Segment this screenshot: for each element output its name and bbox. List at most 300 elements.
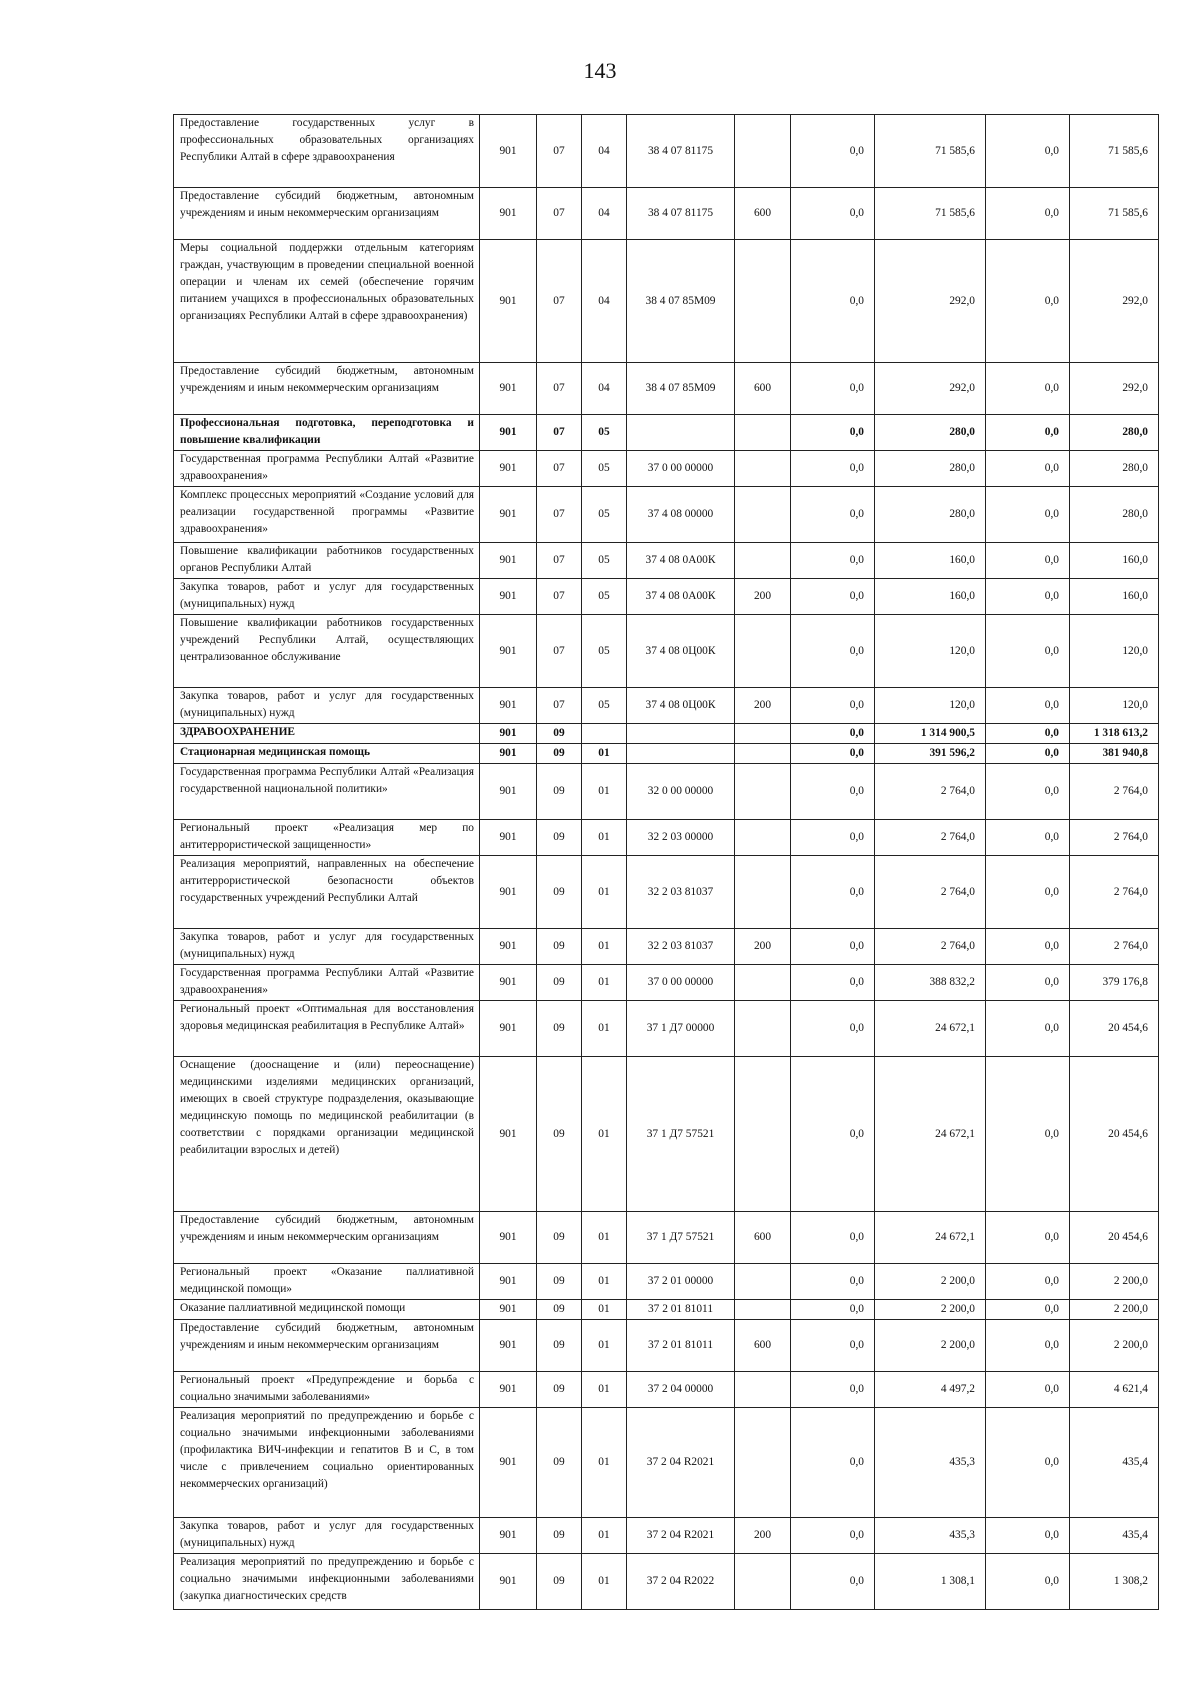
row-grbs-code: 901 (480, 451, 537, 487)
row-value-3: 0,0 (986, 363, 1070, 415)
row-target-article: 32 2 03 00000 (627, 820, 735, 856)
row-grbs-code: 901 (480, 688, 537, 724)
row-value-3: 0,0 (986, 1408, 1070, 1518)
row-value-3: 0,0 (986, 415, 1070, 451)
row-description: Меры социальной поддержки отдельным категориям граждан, участвующим в проведении специальной военной операции и членам их семей (обеспечение горячим питанием учащихся в профессиональных образовательных организациях Республики Алтай в сфере здравоохранения) (174, 240, 480, 363)
row-subsection-code: 01 (582, 965, 627, 1001)
row-description: Региональный проект «Оказание паллиативной медицинской помощи» (174, 1264, 480, 1300)
row-expense-type (735, 415, 791, 451)
row-value-3: 0,0 (986, 1320, 1070, 1372)
row-value-2: 120,0 (875, 615, 986, 688)
row-target-article (627, 724, 735, 744)
row-value-4: 280,0 (1070, 415, 1159, 451)
row-value-1: 0,0 (791, 1554, 875, 1610)
row-value-1: 0,0 (791, 363, 875, 415)
row-target-article: 38 4 07 85М09 (627, 363, 735, 415)
row-subsection-code: 05 (582, 451, 627, 487)
row-subsection-code: 04 (582, 363, 627, 415)
row-section-code: 09 (537, 1001, 582, 1057)
row-grbs-code: 901 (480, 965, 537, 1001)
row-expense-type (735, 724, 791, 744)
row-description: Государственная программа Республики Алтай «Развитие здравоохранения» (174, 965, 480, 1001)
row-grbs-code: 901 (480, 1300, 537, 1320)
row-value-1: 0,0 (791, 1001, 875, 1057)
row-value-3: 0,0 (986, 543, 1070, 579)
row-value-3: 0,0 (986, 615, 1070, 688)
row-expense-type: 600 (735, 1320, 791, 1372)
table-row (174, 1554, 1159, 1610)
row-value-3: 0,0 (986, 240, 1070, 363)
row-expense-type (735, 615, 791, 688)
table-row (174, 487, 1159, 543)
row-description: Региональный проект «Реализация мер по антитеррористической защищенности» (174, 820, 480, 856)
row-expense-type (735, 115, 791, 188)
row-value-1: 0,0 (791, 615, 875, 688)
row-grbs-code: 901 (480, 415, 537, 451)
row-section-code: 09 (537, 1300, 582, 1320)
row-description: Повышение квалификации работников государственных органов Республики Алтай (174, 543, 480, 579)
row-description: Реализация мероприятий по предупреждению и борьбе с социально значимыми инфекционными заболеваниями (профилактика ВИЧ-инфекции и гепатитов B и C, в том числе с привлечением социально ориентированных некоммерческих организаций) (174, 1408, 480, 1518)
row-grbs-code: 901 (480, 1320, 537, 1372)
row-description: Стационарная медицинская помощь (174, 744, 480, 764)
row-section-code: 07 (537, 688, 582, 724)
row-value-3: 0,0 (986, 965, 1070, 1001)
table-row (174, 1057, 1159, 1212)
row-subsection-code (582, 724, 627, 744)
row-value-2: 2 764,0 (875, 929, 986, 965)
row-grbs-code: 901 (480, 115, 537, 188)
row-grbs-code: 901 (480, 363, 537, 415)
row-expense-type: 200 (735, 1518, 791, 1554)
row-description: Предоставление субсидий бюджетным, автономным учреждениям и иным некоммерческим организациям (174, 188, 480, 240)
row-value-2: 292,0 (875, 363, 986, 415)
row-description: Оказание паллиативной медицинской помощи (174, 1300, 480, 1320)
row-section-code: 07 (537, 487, 582, 543)
row-value-3: 0,0 (986, 1001, 1070, 1057)
row-grbs-code: 901 (480, 929, 537, 965)
row-subsection-code: 01 (582, 1408, 627, 1518)
row-value-4: 160,0 (1070, 543, 1159, 579)
row-grbs-code: 901 (480, 744, 537, 764)
page-number: 143 (583, 58, 617, 83)
row-target-article: 37 1 Д7 57521 (627, 1057, 735, 1212)
row-value-2: 2 200,0 (875, 1300, 986, 1320)
row-value-2: 4 497,2 (875, 1372, 986, 1408)
row-grbs-code: 901 (480, 1057, 537, 1212)
row-section-code: 09 (537, 1320, 582, 1372)
row-value-4: 20 454,6 (1070, 1057, 1159, 1212)
table-row (174, 929, 1159, 965)
row-subsection-code: 01 (582, 744, 627, 764)
row-value-4: 71 585,6 (1070, 188, 1159, 240)
row-target-article: 37 2 01 00000 (627, 1264, 735, 1300)
row-expense-type (735, 820, 791, 856)
row-value-2: 24 672,1 (875, 1001, 986, 1057)
row-value-4: 435,4 (1070, 1518, 1159, 1554)
row-grbs-code: 901 (480, 1001, 537, 1057)
row-subsection-code: 05 (582, 487, 627, 543)
row-value-2: 2 200,0 (875, 1320, 986, 1372)
row-value-2: 391 596,2 (875, 744, 986, 764)
row-value-3: 0,0 (986, 688, 1070, 724)
row-subsection-code: 01 (582, 1320, 627, 1372)
row-section-code: 09 (537, 1372, 582, 1408)
row-value-1: 0,0 (791, 1264, 875, 1300)
row-expense-type (735, 240, 791, 363)
row-value-2: 120,0 (875, 688, 986, 724)
row-grbs-code: 901 (480, 579, 537, 615)
row-description: Закупка товаров, работ и услуг для государственных (муниципальных) нужд (174, 929, 480, 965)
row-value-2: 160,0 (875, 543, 986, 579)
row-value-1: 0,0 (791, 1372, 875, 1408)
row-target-article: 37 2 04 R2021 (627, 1518, 735, 1554)
row-value-4: 292,0 (1070, 363, 1159, 415)
row-value-1: 0,0 (791, 929, 875, 965)
row-value-2: 71 585,6 (875, 115, 986, 188)
row-description: Региональный проект «Оптимальная для восстановления здоровья медицинская реабилитация в Республике Алтай» (174, 1001, 480, 1057)
table-row (174, 615, 1159, 688)
row-value-3: 0,0 (986, 724, 1070, 744)
row-section-code: 09 (537, 929, 582, 965)
row-expense-type (735, 543, 791, 579)
row-subsection-code: 05 (582, 615, 627, 688)
row-value-4: 280,0 (1070, 451, 1159, 487)
table-row (174, 188, 1159, 240)
row-value-1: 0,0 (791, 1212, 875, 1264)
row-value-3: 0,0 (986, 487, 1070, 543)
row-expense-type: 200 (735, 929, 791, 965)
row-expense-type: 600 (735, 363, 791, 415)
row-grbs-code: 901 (480, 188, 537, 240)
row-value-4: 4 621,4 (1070, 1372, 1159, 1408)
row-expense-type (735, 451, 791, 487)
row-value-4: 280,0 (1070, 487, 1159, 543)
row-value-3: 0,0 (986, 188, 1070, 240)
row-value-1: 0,0 (791, 1408, 875, 1518)
row-value-4: 120,0 (1070, 615, 1159, 688)
row-value-1: 0,0 (791, 764, 875, 820)
row-value-4: 2 200,0 (1070, 1264, 1159, 1300)
row-description: Предоставление государственных услуг в профессиональных образовательных организациях Республики Алтай в сфере здравоохранения (174, 115, 480, 188)
row-subsection-code: 01 (582, 1212, 627, 1264)
row-section-code: 09 (537, 1518, 582, 1554)
row-value-1: 0,0 (791, 820, 875, 856)
row-description: Предоставление субсидий бюджетным, автономным учреждениям и иным некоммерческим организациям (174, 363, 480, 415)
table-row (174, 415, 1159, 451)
row-subsection-code: 01 (582, 1554, 627, 1610)
row-expense-type (735, 764, 791, 820)
row-value-4: 2 764,0 (1070, 764, 1159, 820)
row-section-code: 09 (537, 1554, 582, 1610)
table-row (174, 1518, 1159, 1554)
table-row (174, 240, 1159, 363)
row-expense-type (735, 1057, 791, 1212)
row-section-code: 07 (537, 415, 582, 451)
row-value-2: 2 200,0 (875, 1264, 986, 1300)
row-value-2: 280,0 (875, 415, 986, 451)
row-target-article: 32 0 00 00000 (627, 764, 735, 820)
row-section-code: 09 (537, 764, 582, 820)
row-value-3: 0,0 (986, 579, 1070, 615)
row-value-2: 1 314 900,5 (875, 724, 986, 744)
row-value-3: 0,0 (986, 1518, 1070, 1554)
row-section-code: 09 (537, 744, 582, 764)
row-value-3: 0,0 (986, 929, 1070, 965)
row-value-2: 280,0 (875, 451, 986, 487)
row-value-4: 20 454,6 (1070, 1001, 1159, 1057)
row-description: Государственная программа Республики Алтай «Реализация государственной национальной политики» (174, 764, 480, 820)
row-value-4: 2 200,0 (1070, 1320, 1159, 1372)
row-value-3: 0,0 (986, 856, 1070, 929)
row-section-code: 09 (537, 1057, 582, 1212)
table-row (174, 1300, 1159, 1320)
table-row (174, 1408, 1159, 1518)
row-target-article: 37 2 01 81011 (627, 1300, 735, 1320)
row-target-article: 37 1 Д7 57521 (627, 1212, 735, 1264)
row-value-1: 0,0 (791, 487, 875, 543)
row-target-article (627, 744, 735, 764)
row-subsection-code: 01 (582, 1300, 627, 1320)
row-value-1: 0,0 (791, 724, 875, 744)
row-grbs-code: 901 (480, 1554, 537, 1610)
row-value-1: 0,0 (791, 240, 875, 363)
table-row (174, 764, 1159, 820)
row-description: Реализация мероприятий, направленных на обеспечение антитеррористической безопасности объектов государственных учреждений Республики Алтай (174, 856, 480, 929)
row-target-article: 37 4 08 00000 (627, 487, 735, 543)
row-value-2: 24 672,1 (875, 1057, 986, 1212)
row-subsection-code: 05 (582, 579, 627, 615)
row-target-article: 37 1 Д7 00000 (627, 1001, 735, 1057)
row-target-article: 37 2 04 R2021 (627, 1408, 735, 1518)
row-grbs-code: 901 (480, 856, 537, 929)
row-value-2: 292,0 (875, 240, 986, 363)
row-expense-type: 200 (735, 579, 791, 615)
row-value-3: 0,0 (986, 820, 1070, 856)
row-description: Государственная программа Республики Алтай «Развитие здравоохранения» (174, 451, 480, 487)
row-value-1: 0,0 (791, 965, 875, 1001)
row-grbs-code: 901 (480, 764, 537, 820)
row-section-code: 09 (537, 820, 582, 856)
row-value-2: 435,3 (875, 1408, 986, 1518)
row-grbs-code: 901 (480, 1372, 537, 1408)
row-expense-type (735, 744, 791, 764)
row-value-4: 379 176,8 (1070, 965, 1159, 1001)
table-row (174, 724, 1159, 744)
row-expense-type (735, 487, 791, 543)
row-target-article: 37 2 04 00000 (627, 1372, 735, 1408)
row-target-article: 37 4 08 0Ц00К (627, 615, 735, 688)
row-value-4: 1 308,2 (1070, 1554, 1159, 1610)
row-grbs-code: 901 (480, 1212, 537, 1264)
row-target-article: 32 2 03 81037 (627, 929, 735, 965)
row-section-code: 09 (537, 1212, 582, 1264)
row-subsection-code: 01 (582, 1057, 627, 1212)
row-subsection-code: 01 (582, 1372, 627, 1408)
row-grbs-code: 901 (480, 543, 537, 579)
row-description: Предоставление субсидий бюджетным, автономным учреждениям и иным некоммерческим организациям (174, 1212, 480, 1264)
table-row (174, 1001, 1159, 1057)
row-target-article: 37 2 01 81011 (627, 1320, 735, 1372)
row-target-article: 38 4 07 85М09 (627, 240, 735, 363)
row-target-article: 37 4 08 0А00К (627, 579, 735, 615)
row-value-3: 0,0 (986, 1300, 1070, 1320)
row-expense-type (735, 1300, 791, 1320)
row-description: Повышение квалификации работников государственных учреждений Республики Алтай, осуществляющих централизованное обслуживание (174, 615, 480, 688)
table-row (174, 965, 1159, 1001)
row-grbs-code: 901 (480, 615, 537, 688)
table-row (174, 579, 1159, 615)
row-value-4: 2 764,0 (1070, 929, 1159, 965)
row-value-2: 280,0 (875, 487, 986, 543)
row-subsection-code: 04 (582, 115, 627, 188)
row-subsection-code: 04 (582, 188, 627, 240)
row-expense-type (735, 1554, 791, 1610)
row-value-2: 2 764,0 (875, 856, 986, 929)
row-subsection-code: 01 (582, 1518, 627, 1554)
row-target-article: 37 4 08 0Ц00К (627, 688, 735, 724)
row-value-1: 0,0 (791, 1300, 875, 1320)
table-row (174, 1264, 1159, 1300)
row-section-code: 07 (537, 579, 582, 615)
row-section-code: 09 (537, 1408, 582, 1518)
row-value-2: 1 308,1 (875, 1554, 986, 1610)
row-value-1: 0,0 (791, 1320, 875, 1372)
row-target-article: 37 2 04 R2022 (627, 1554, 735, 1610)
row-description: Профессиональная подготовка, переподготовка и повышение квалификации (174, 415, 480, 451)
row-grbs-code: 901 (480, 240, 537, 363)
row-value-3: 0,0 (986, 1554, 1070, 1610)
row-value-4: 120,0 (1070, 688, 1159, 724)
row-value-3: 0,0 (986, 1057, 1070, 1212)
row-value-3: 0,0 (986, 1264, 1070, 1300)
row-section-code: 09 (537, 965, 582, 1001)
row-value-1: 0,0 (791, 744, 875, 764)
row-value-4: 2 200,0 (1070, 1300, 1159, 1320)
row-grbs-code: 901 (480, 820, 537, 856)
row-expense-type (735, 856, 791, 929)
row-grbs-code: 901 (480, 1518, 537, 1554)
row-subsection-code: 01 (582, 1001, 627, 1057)
row-section-code: 09 (537, 856, 582, 929)
row-value-1: 0,0 (791, 1057, 875, 1212)
row-target-article: 38 4 07 81175 (627, 115, 735, 188)
row-value-4: 435,4 (1070, 1408, 1159, 1518)
table-body (174, 115, 1159, 1610)
table-row (174, 115, 1159, 188)
row-value-3: 0,0 (986, 1212, 1070, 1264)
row-section-code: 07 (537, 240, 582, 363)
table-row (174, 451, 1159, 487)
row-target-article: 37 4 08 0А00К (627, 543, 735, 579)
row-description: Реализация мероприятий по предупреждению и борьбе с социально значимыми инфекционными заболеваниями (закупка диагностических средств (174, 1554, 480, 1610)
row-value-1: 0,0 (791, 1518, 875, 1554)
row-description: ЗДРАВООХРАНЕНИЕ (174, 724, 480, 744)
row-value-4: 160,0 (1070, 579, 1159, 615)
table-row (174, 1320, 1159, 1372)
row-value-2: 388 832,2 (875, 965, 986, 1001)
row-target-article: 38 4 07 81175 (627, 188, 735, 240)
row-value-2: 2 764,0 (875, 764, 986, 820)
row-value-1: 0,0 (791, 115, 875, 188)
row-description: Предоставление субсидий бюджетным, автономным учреждениям и иным некоммерческим организациям (174, 1320, 480, 1372)
table-row (174, 543, 1159, 579)
row-subsection-code: 01 (582, 764, 627, 820)
row-description: Региональный проект «Предупреждение и борьба с социально значимыми заболеваниями» (174, 1372, 480, 1408)
row-description: Закупка товаров, работ и услуг для государственных (муниципальных) нужд (174, 688, 480, 724)
row-expense-type (735, 965, 791, 1001)
row-subsection-code: 04 (582, 240, 627, 363)
row-grbs-code: 901 (480, 724, 537, 744)
row-grbs-code: 901 (480, 1408, 537, 1518)
row-value-2: 24 672,1 (875, 1212, 986, 1264)
row-value-4: 1 318 613,2 (1070, 724, 1159, 744)
row-grbs-code: 901 (480, 1264, 537, 1300)
table-row (174, 1372, 1159, 1408)
row-value-2: 2 764,0 (875, 820, 986, 856)
row-subsection-code: 05 (582, 688, 627, 724)
table-row (174, 1212, 1159, 1264)
table-row (174, 856, 1159, 929)
row-value-4: 292,0 (1070, 240, 1159, 363)
row-value-1: 0,0 (791, 579, 875, 615)
table-row (174, 744, 1159, 764)
row-target-article (627, 415, 735, 451)
row-expense-type: 600 (735, 1212, 791, 1264)
row-value-1: 0,0 (791, 451, 875, 487)
row-value-1: 0,0 (791, 415, 875, 451)
table-row (174, 688, 1159, 724)
row-expense-type (735, 1408, 791, 1518)
row-value-3: 0,0 (986, 451, 1070, 487)
row-section-code: 07 (537, 115, 582, 188)
row-subsection-code: 01 (582, 929, 627, 965)
row-value-4: 20 454,6 (1070, 1212, 1159, 1264)
row-value-2: 71 585,6 (875, 188, 986, 240)
row-value-4: 71 585,6 (1070, 115, 1159, 188)
row-section-code: 07 (537, 543, 582, 579)
row-target-article: 37 0 00 00000 (627, 965, 735, 1001)
row-value-3: 0,0 (986, 764, 1070, 820)
row-description: Комплекс процессных мероприятий «Создание условий для реализации государственной программы «Развитие здравоохранения» (174, 487, 480, 543)
row-subsection-code: 01 (582, 1264, 627, 1300)
row-section-code: 09 (537, 724, 582, 744)
row-subsection-code: 05 (582, 415, 627, 451)
row-value-3: 0,0 (986, 744, 1070, 764)
row-value-3: 0,0 (986, 115, 1070, 188)
row-target-article: 32 2 03 81037 (627, 856, 735, 929)
row-expense-type (735, 1372, 791, 1408)
row-value-4: 2 764,0 (1070, 820, 1159, 856)
table-row (174, 363, 1159, 415)
row-value-4: 2 764,0 (1070, 856, 1159, 929)
row-expense-type (735, 1001, 791, 1057)
row-section-code: 07 (537, 451, 582, 487)
row-value-1: 0,0 (791, 543, 875, 579)
row-description: Закупка товаров, работ и услуг для государственных (муниципальных) нужд (174, 579, 480, 615)
table-row (174, 820, 1159, 856)
row-value-1: 0,0 (791, 188, 875, 240)
row-subsection-code: 05 (582, 543, 627, 579)
row-value-1: 0,0 (791, 688, 875, 724)
row-section-code: 09 (537, 1264, 582, 1300)
row-expense-type (735, 1264, 791, 1300)
budget-table (173, 114, 1159, 1610)
row-description: Закупка товаров, работ и услуг для государственных (муниципальных) нужд (174, 1518, 480, 1554)
row-value-4: 381 940,8 (1070, 744, 1159, 764)
row-value-2: 160,0 (875, 579, 986, 615)
row-value-3: 0,0 (986, 1372, 1070, 1408)
row-subsection-code: 01 (582, 856, 627, 929)
